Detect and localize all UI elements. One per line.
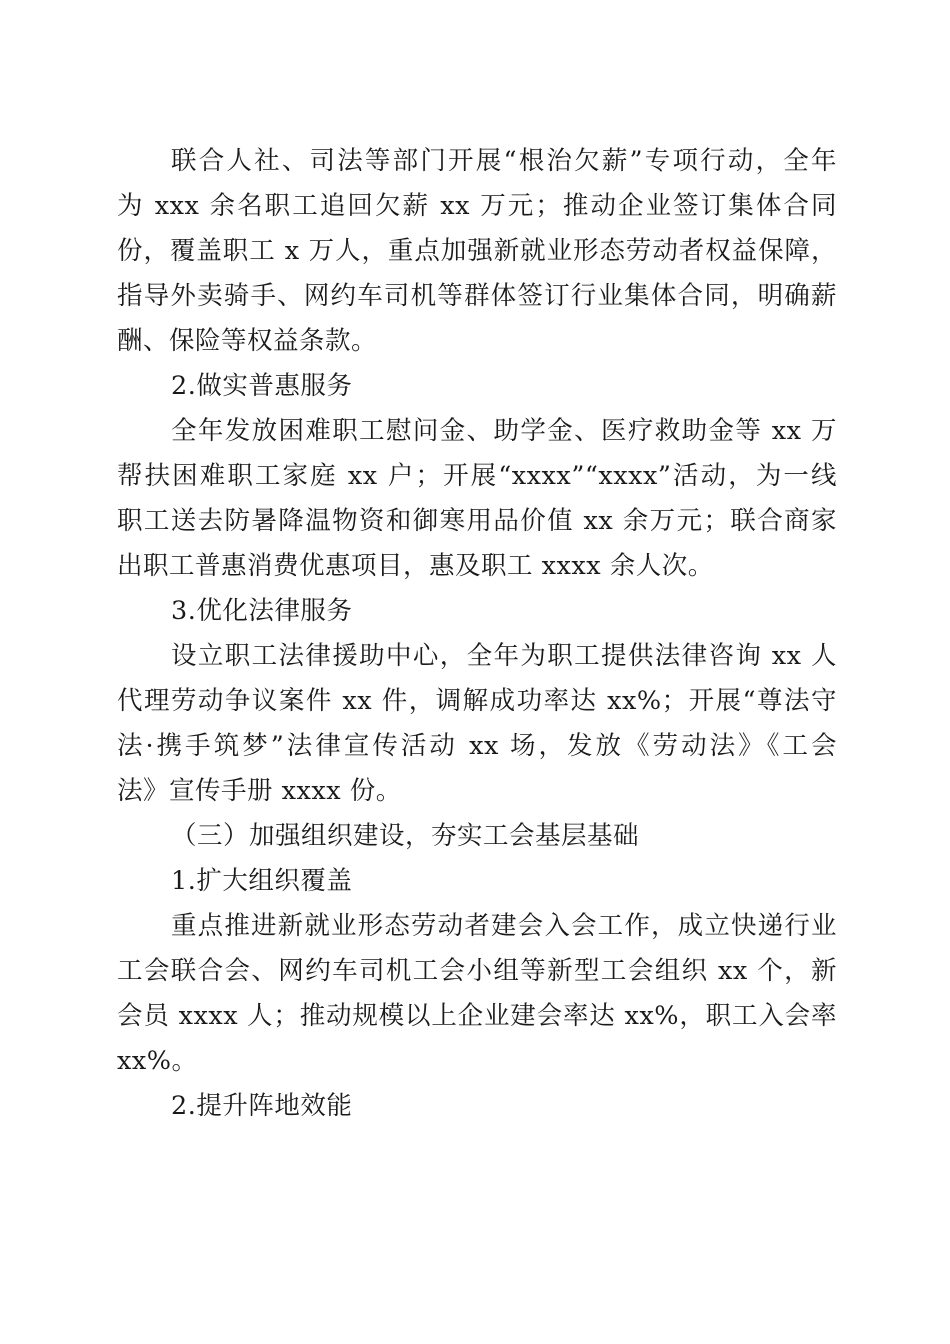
section-heading: 2.做实普惠服务 xyxy=(171,371,353,401)
paragraph-line: xx%。 xyxy=(117,1046,198,1076)
section-heading: 3.优化法律服务 xyxy=(171,596,353,626)
paragraph-line: 职工送去防暑降温物资和御寒用品价值 xx 余万元；联合商家 xyxy=(117,506,837,536)
paragraph-line: 设立职工法律援助中心，全年为职工提供法律咨询 xx 人 xyxy=(171,641,837,671)
chapter-heading: （三）加强组织建设，夯实工会基层基础 xyxy=(171,821,640,851)
paragraph-line: 酬、保险等权益条款。 xyxy=(117,326,378,356)
paragraph-line: 指导外卖骑手、网约车司机等群体签订行业集体合同，明确薪 xyxy=(117,281,837,311)
paragraph-line: 重点推进新就业形态劳动者建会入会工作，成立快递行业 xyxy=(171,911,837,941)
document-page xyxy=(117,139,837,1129)
paragraph-line: 法》宣传手册 xxxx 份。 xyxy=(117,776,402,806)
section-heading: 2.提升阵地效能 xyxy=(171,1091,353,1121)
paragraph-line: 联合人社、司法等部门开展“根治欠薪”专项行动，全年 xyxy=(171,146,837,176)
paragraph-line: 出职工普惠消费优惠项目，惠及职工 xxxx 余人次。 xyxy=(117,551,714,581)
paragraph-line: 法·携手筑梦”法律宣传活动 xx 场，发放《劳动法》《工会 xyxy=(117,731,837,761)
paragraph-line: 帮扶困难职工家庭 xx 户；开展“xxxx”“xxxx”活动，为一线 xyxy=(117,461,837,491)
paragraph-line: 代理劳动争议案件 xx 件，调解成功率达 xx%；开展“尊法守 xyxy=(117,686,837,716)
paragraph-line: 全年发放困难职工慰问金、助学金、医疗救助金等 xx 万 xyxy=(171,416,837,446)
paragraph-line: 工会联合会、网约车司机工会小组等新型工会组织 xx 个，新 xyxy=(117,956,837,986)
paragraph-line: 为 xxx 余名职工追回欠薪 xx 万元；推动企业签订集体合同 xyxy=(117,191,837,221)
paragraph-line: 份，覆盖职工 x 万人，重点加强新就业形态劳动者权益保障， xyxy=(117,236,837,266)
paragraph-line: 会员 xxxx 人；推动规模以上企业建会率达 xx%，职工入会率 xyxy=(117,1001,837,1031)
section-heading: 1.扩大组织覆盖 xyxy=(171,866,353,896)
